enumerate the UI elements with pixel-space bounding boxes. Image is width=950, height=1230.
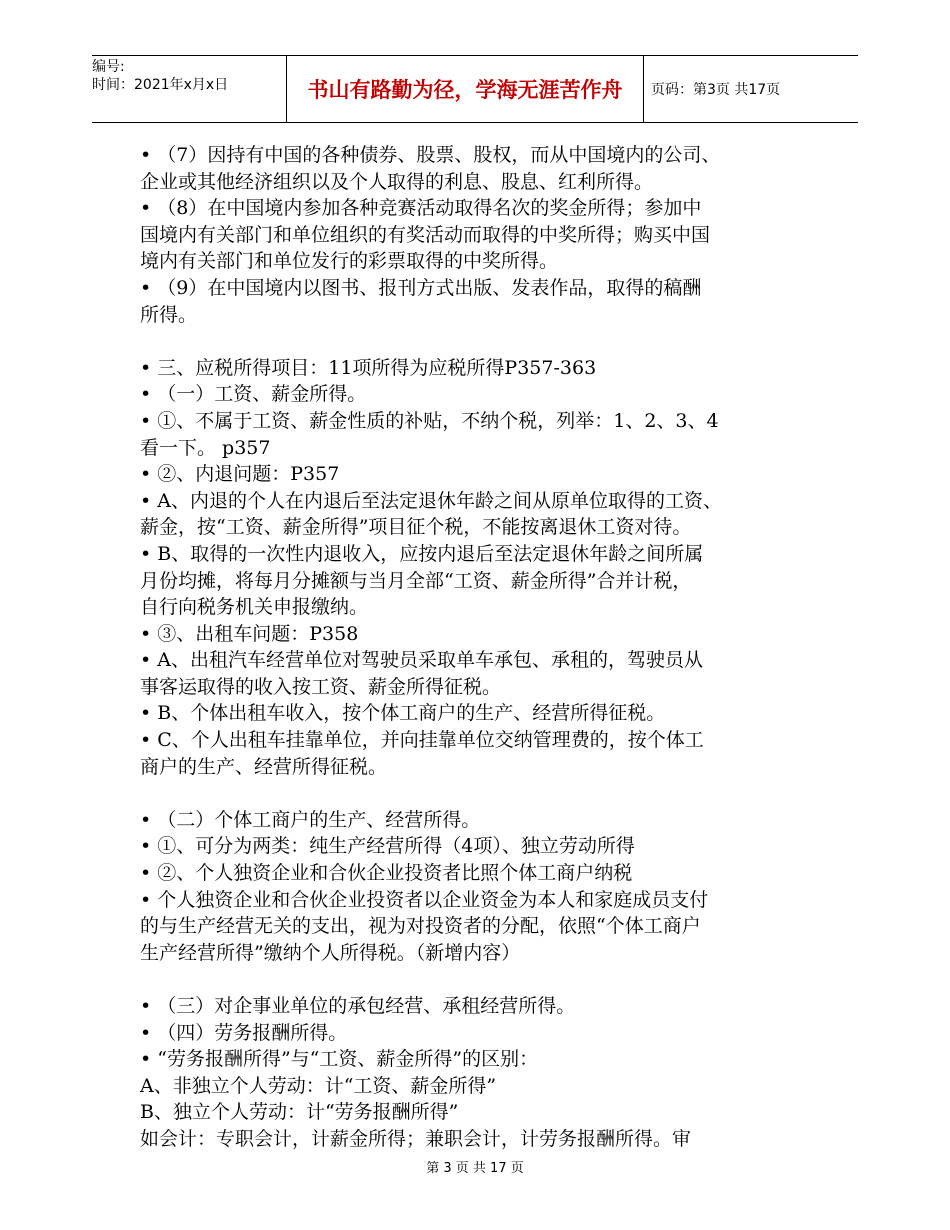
text-line: • B、个体出租车收入，按个体工商户的生产、经营所得征税。 (140, 702, 666, 725)
text-line: • ②、个人独资企业和合伙企业投资者比照个体工商户纳税 (140, 862, 633, 885)
text-line: • 个人独资企业和合伙企业投资者以企业资金为本人和家庭成员支付 (140, 888, 709, 911)
text-line: 企业或其他经济组织以及个人取得的利息、股息、红利所得。 (140, 170, 654, 193)
blank-line (140, 966, 820, 993)
document-body (140, 142, 820, 1153)
text-line: • （9）在中国境内以图书、报刊方式出版、发表作品，取得的稿酬 (140, 276, 702, 299)
text-line: 生产经营所得”缴纳个人所得税。（新增内容） (140, 941, 521, 964)
text-line: • A、出租汽车经营单位对驾驶员采取单车承包、承租的，驾驶员从 (140, 649, 703, 672)
text-line: • （8）在中国境内参加各种竞赛活动取得名次的奖金所得；参加中 (140, 197, 702, 220)
header-motto: 书山有路勤为径，学海无涯苦作舟 (286, 56, 644, 122)
text-line: • ①、不属于工资、薪金性质的补贴，不纳个税，列举：1、2、3、4 (140, 409, 719, 432)
text-line: • “劳务报酬所得”与“工资、薪金所得”的区别： (140, 1048, 539, 1071)
blank-line (140, 780, 820, 807)
text-line: 国境内有关部门和单位组织的有奖活动而取得的中奖所得；购买中国 (140, 223, 711, 246)
text-line: 如会计：专职会计，计薪金所得；兼职会计，计劳务报酬所得。审 (140, 1127, 692, 1150)
text-line: • （7）因持有中国的各种债券、股票、股权，而从中国境内的公司、 (140, 144, 721, 166)
text-line: 商户的生产、经营所得征税。 (140, 755, 388, 778)
text-line: B、独立个人劳动：计“劳务报酬所得” (140, 1101, 459, 1124)
page-header (92, 55, 858, 123)
text-line: 事客运取得的收入按工资、薪金所得征税。 (140, 675, 502, 698)
text-line: 的与生产经营无关的支出，视为对投资者的分配，依照“个体工商户 (140, 915, 701, 938)
text-line: • B、取得的一次性内退收入，应按内退后至法定退休年龄之间所属 (140, 542, 704, 565)
text-line: • C、个人出租车挂靠单位，并向挂靠单位交纳管理费的，按个体工 (140, 729, 704, 752)
text-line: • （一）工资、薪金所得。 (140, 383, 367, 406)
text-line: • A、内退的个人在内退后至法定退休年龄之间从原单位取得的工资、 (140, 489, 722, 512)
text-line: 月份均摊，将每月分摊额与当月全部“工资、薪金所得”合并计税， (140, 569, 692, 592)
text-line: • （三）对企事业单位的承包经营、承租经营所得。 (140, 995, 576, 1017)
header-meta (92, 56, 286, 124)
text-line: • ②、内退问题：P357 (140, 463, 340, 486)
text-line: 薪金，按“工资、薪金所得”项目征个税，不能按离退休工资对待。 (140, 516, 692, 539)
text-line: • ③、出租车问题：P358 (140, 622, 359, 645)
text-line: 自行向税务机关申报缴纳。 (140, 596, 369, 619)
page-footer: 第 3 页 共 17 页 (426, 1161, 524, 1176)
text-line: 所得。 (140, 303, 198, 326)
text-line: • ①、可分为两类：纯生产经营所得（4项）、独立劳动所得 (140, 835, 635, 858)
blank-line (140, 328, 820, 355)
text-line: • 三、应税所得项目：11项所得为应税所得P357-363 (140, 356, 597, 379)
text-line: 境内有关部门和单位发行的彩票取得的中奖所得。 (140, 250, 559, 273)
text-line: • （四）劳务报酬所得。 (140, 1021, 348, 1044)
text-line: • （二）个体工商户的生产、经营所得。 (140, 808, 481, 831)
document-number-label: 编号: (92, 59, 125, 75)
header-page-info: 页码：第3页 共17页 (651, 82, 781, 98)
document-time-label: 时间：2021年x月x日 (92, 77, 229, 93)
text-line: 看一下。 p357 (140, 436, 271, 459)
text-line: A、非独立个人劳动：计“工资、薪金所得” (140, 1074, 497, 1097)
